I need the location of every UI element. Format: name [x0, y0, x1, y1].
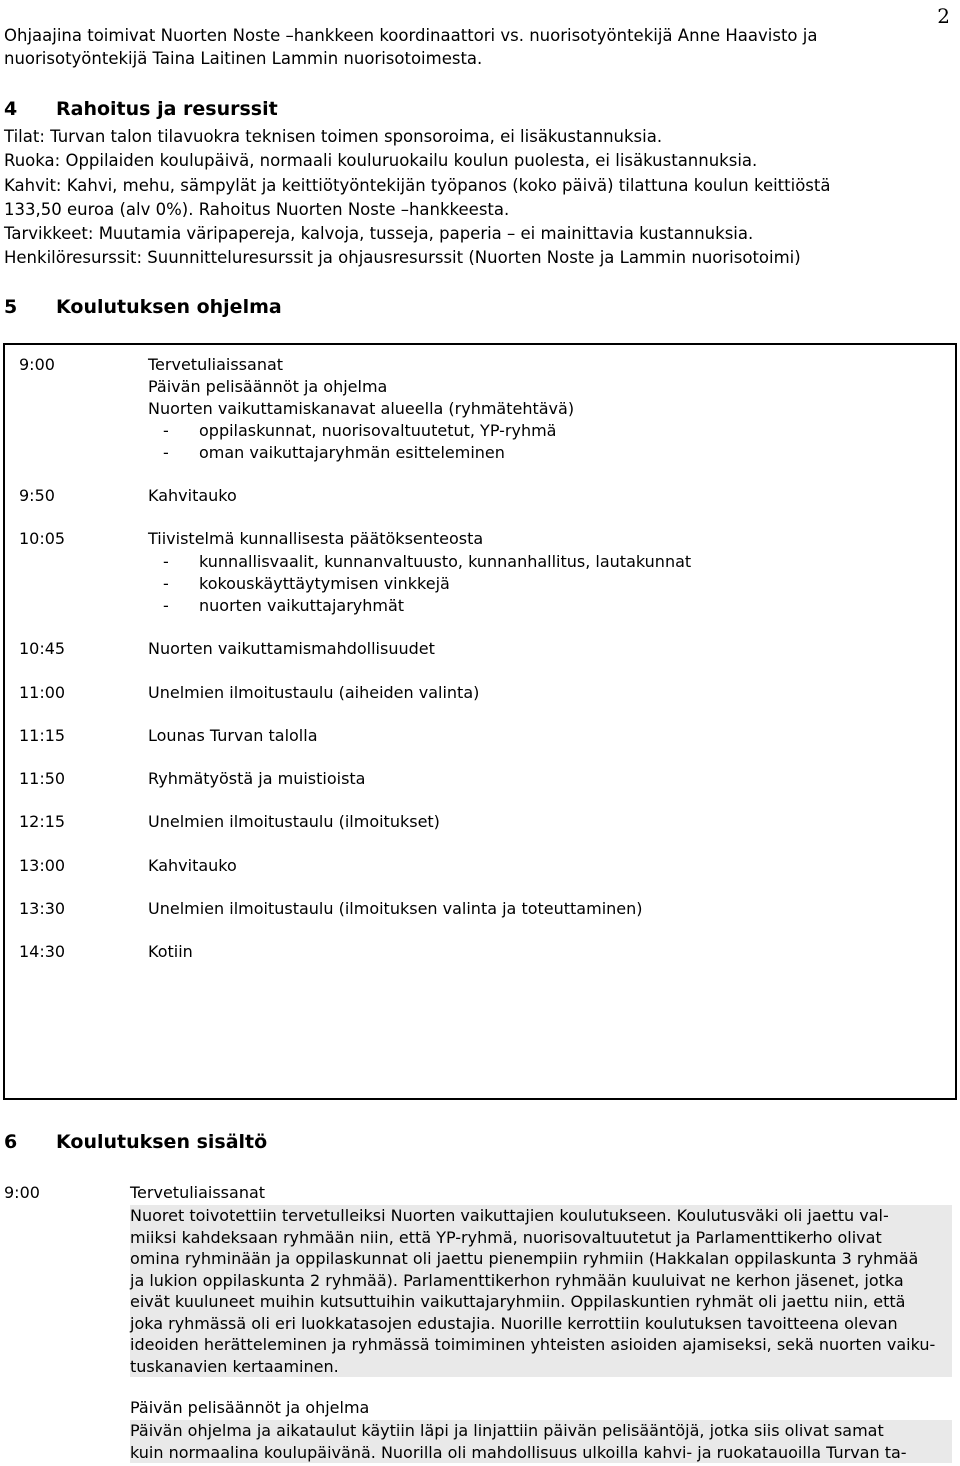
section-4-number: 4 [4, 98, 18, 120]
program-bullet [163, 574, 450, 593]
paragraph-line: ja lukion oppilaskunta 2 ryhmää). Parlamenttikerhon ryhmään kuuluivat ne kerhon jäsenet, jotka [130, 1270, 904, 1290]
resource-line: Ruoka: Oppilaiden koulupäivä, normaali kouluruokailu koulun puolesta, ei lisäkustannuksia. [4, 151, 758, 170]
program-title: Kahvitauko [148, 856, 237, 875]
resource-line: Kahvit: Kahvi, mehu, sämpylät ja keittiötyöntekijän työpanos (koko päivä) tilattuna koulun keittiöstä [4, 176, 831, 195]
program-row [19, 486, 237, 505]
content-time: 9:00 [4, 1183, 40, 1202]
section-5-number: 5 [4, 296, 18, 318]
paragraph-line: eivät kuuluneet muihin kutsuttuihin vaikuttajaryhmiin. Oppilaskuntien ryhmät oli jaettu niin, että [130, 1292, 906, 1311]
program-title: Ryhmätyöstä ja muistioista [148, 769, 366, 788]
content-paragraph [130, 1205, 952, 1377]
program-title: Kotiin [148, 942, 193, 961]
paragraph-line: Nuoret toivotettiin tervetulleiksi Nuorten vaikuttajien koulutukseen. Koulutusväki oli jaettu val- [130, 1206, 889, 1225]
resource-line: Tilat: Turvan talon tilavuokra teknisen toimen sponsoroima, ei lisäkustannuksia. [4, 127, 663, 146]
program-subitem: Päivän pelisäännöt ja ohjelma [148, 377, 388, 396]
program-title: Tervetuliaissanat [148, 355, 284, 374]
program-row [19, 812, 440, 831]
program-title: Unelmien ilmoitustaulu (ilmoituksen valinta ja toteuttaminen) [148, 899, 643, 918]
bullet-text: nuorten vaikuttajaryhmät [199, 596, 405, 615]
program-time: 14:30 [19, 942, 66, 961]
program-bullet [163, 552, 691, 571]
program-table [3, 343, 957, 1100]
program-title: Kahvitauko [148, 486, 237, 505]
program-title: Tiivistelmä kunnallisesta päätöksenteosta [148, 529, 484, 548]
bullet-dash: - [163, 552, 169, 571]
page-number: 2 [937, 4, 950, 28]
program-time: 12:15 [19, 812, 66, 831]
paragraph-line: joka ryhmässä oli eri luokkatasojen edustajia. Nuorille kerrottiin koulutuksen tavoitteena olevan [130, 1313, 898, 1333]
bullet-dash: - [163, 596, 169, 615]
program-time: 9:00 [19, 355, 55, 374]
program-row [19, 942, 193, 961]
resource-line: 133,50 euroa (alv 0%). Rahoitus Nuorten Noste –hankkeesta. [4, 200, 510, 219]
section-6-heading [4, 1131, 267, 1153]
program-time: 9:50 [19, 486, 55, 505]
program-time: 11:50 [19, 769, 66, 788]
paragraph-line: miiksi kahdeksaan ryhmään niin, että YP-ryhmä, nuorisovaltuutetut ja Parlamenttikerho olivat [130, 1227, 882, 1247]
bullet-dash: - [163, 421, 169, 440]
program-title: Nuorten vaikuttamismahdollisuudet [148, 639, 435, 658]
program-subitem: Nuorten vaikuttamiskanavat alueella (ryhmätehtävä) [148, 399, 575, 418]
paragraph-line: Päivän ohjelma ja aikataulut käytiin läpi ja linjattiin päivän pelisääntöjä, jotka siis olivat samat [130, 1421, 884, 1440]
content-row [4, 1183, 265, 1202]
resource-line: Henkilöresurssit: Suunnitteluresurssit ja ohjausresurssit (Nuorten Noste ja Lammin nuorisotoimi) [4, 248, 801, 267]
resource-line: Tarvikkeet: Muutamia väripapereja, kalvoja, tusseja, paperia – ei mainittavia kustannuksia. [4, 224, 754, 243]
content-item-title: Päivän pelisäännöt ja ohjelma [130, 1398, 370, 1417]
intro-line-1: Ohjaajina toimivat Nuorten Noste –hankkeen koordinaattori vs. nuorisotyöntekijä Anne Haavisto ja [4, 26, 818, 45]
content-item-title: Tervetuliaissanat [130, 1183, 266, 1202]
program-row [19, 355, 283, 374]
section-6-title: Koulutuksen sisältö [56, 1131, 268, 1153]
paragraph-line: tuskanavien kertaaminen. [130, 1356, 339, 1376]
program-time: 10:45 [19, 639, 66, 658]
program-bullet [163, 596, 404, 615]
paragraph-line: omina ryhminään ja oppilaskunnat oli jaettu pienempiin ryhmiin (Hakkalan oppilaskunta 3 ryhmää [130, 1249, 919, 1268]
program-time: 11:15 [19, 726, 66, 745]
program-bullet [163, 443, 505, 462]
program-row [19, 529, 483, 548]
bullet-text: kokouskäyttäytymisen vinkkejä [199, 574, 450, 593]
content-paragraph [130, 1420, 952, 1463]
paragraph-line: kuin normaalina koulupäivänä. Nuorilla oli mahdollisuus ulkoilla kahvi- ja ruokatauoilla Turvan ta- [130, 1442, 907, 1462]
program-title: Unelmien ilmoitustaulu (ilmoitukset) [148, 812, 440, 831]
program-row [19, 899, 643, 918]
section-5-heading [4, 296, 282, 318]
section-6-number: 6 [4, 1131, 18, 1153]
bullet-dash: - [163, 574, 169, 593]
program-time: 11:00 [19, 683, 66, 702]
intro-line-2: nuorisotyöntekijä Taina Laitinen Lammin nuorisotoimesta. [4, 49, 483, 68]
program-row [19, 769, 365, 788]
section-4-title: Rahoitus ja resurssit [56, 98, 278, 120]
program-bullet [163, 421, 556, 440]
bullet-dash: - [163, 443, 169, 462]
bullet-text: oppilaskunnat, nuorisovaltuutetut, YP-ryhmä [199, 421, 557, 440]
bullet-text: kunnallisvaalit, kunnanvaltuusto, kunnanhallitus, lautakunnat [199, 552, 692, 571]
program-row [19, 639, 435, 658]
program-title: Lounas Turvan talolla [148, 726, 318, 745]
program-time: 13:00 [19, 856, 66, 875]
program-time: 10:05 [19, 529, 66, 548]
program-title: Unelmien ilmoitustaulu (aiheiden valinta) [148, 683, 480, 702]
paragraph-line: ideoiden herätteleminen ja ryhmässä toimiminen yhteisten asioiden ajamiseksi, sekä nuorten vaiku- [130, 1335, 936, 1354]
section-4-heading [4, 98, 278, 120]
section-5-title: Koulutuksen ohjelma [56, 296, 282, 318]
bullet-text: oman vaikuttajaryhmän esitteleminen [199, 443, 505, 462]
program-row [19, 856, 237, 875]
program-time: 13:30 [19, 899, 66, 918]
program-row [19, 726, 318, 745]
program-row [19, 683, 479, 702]
